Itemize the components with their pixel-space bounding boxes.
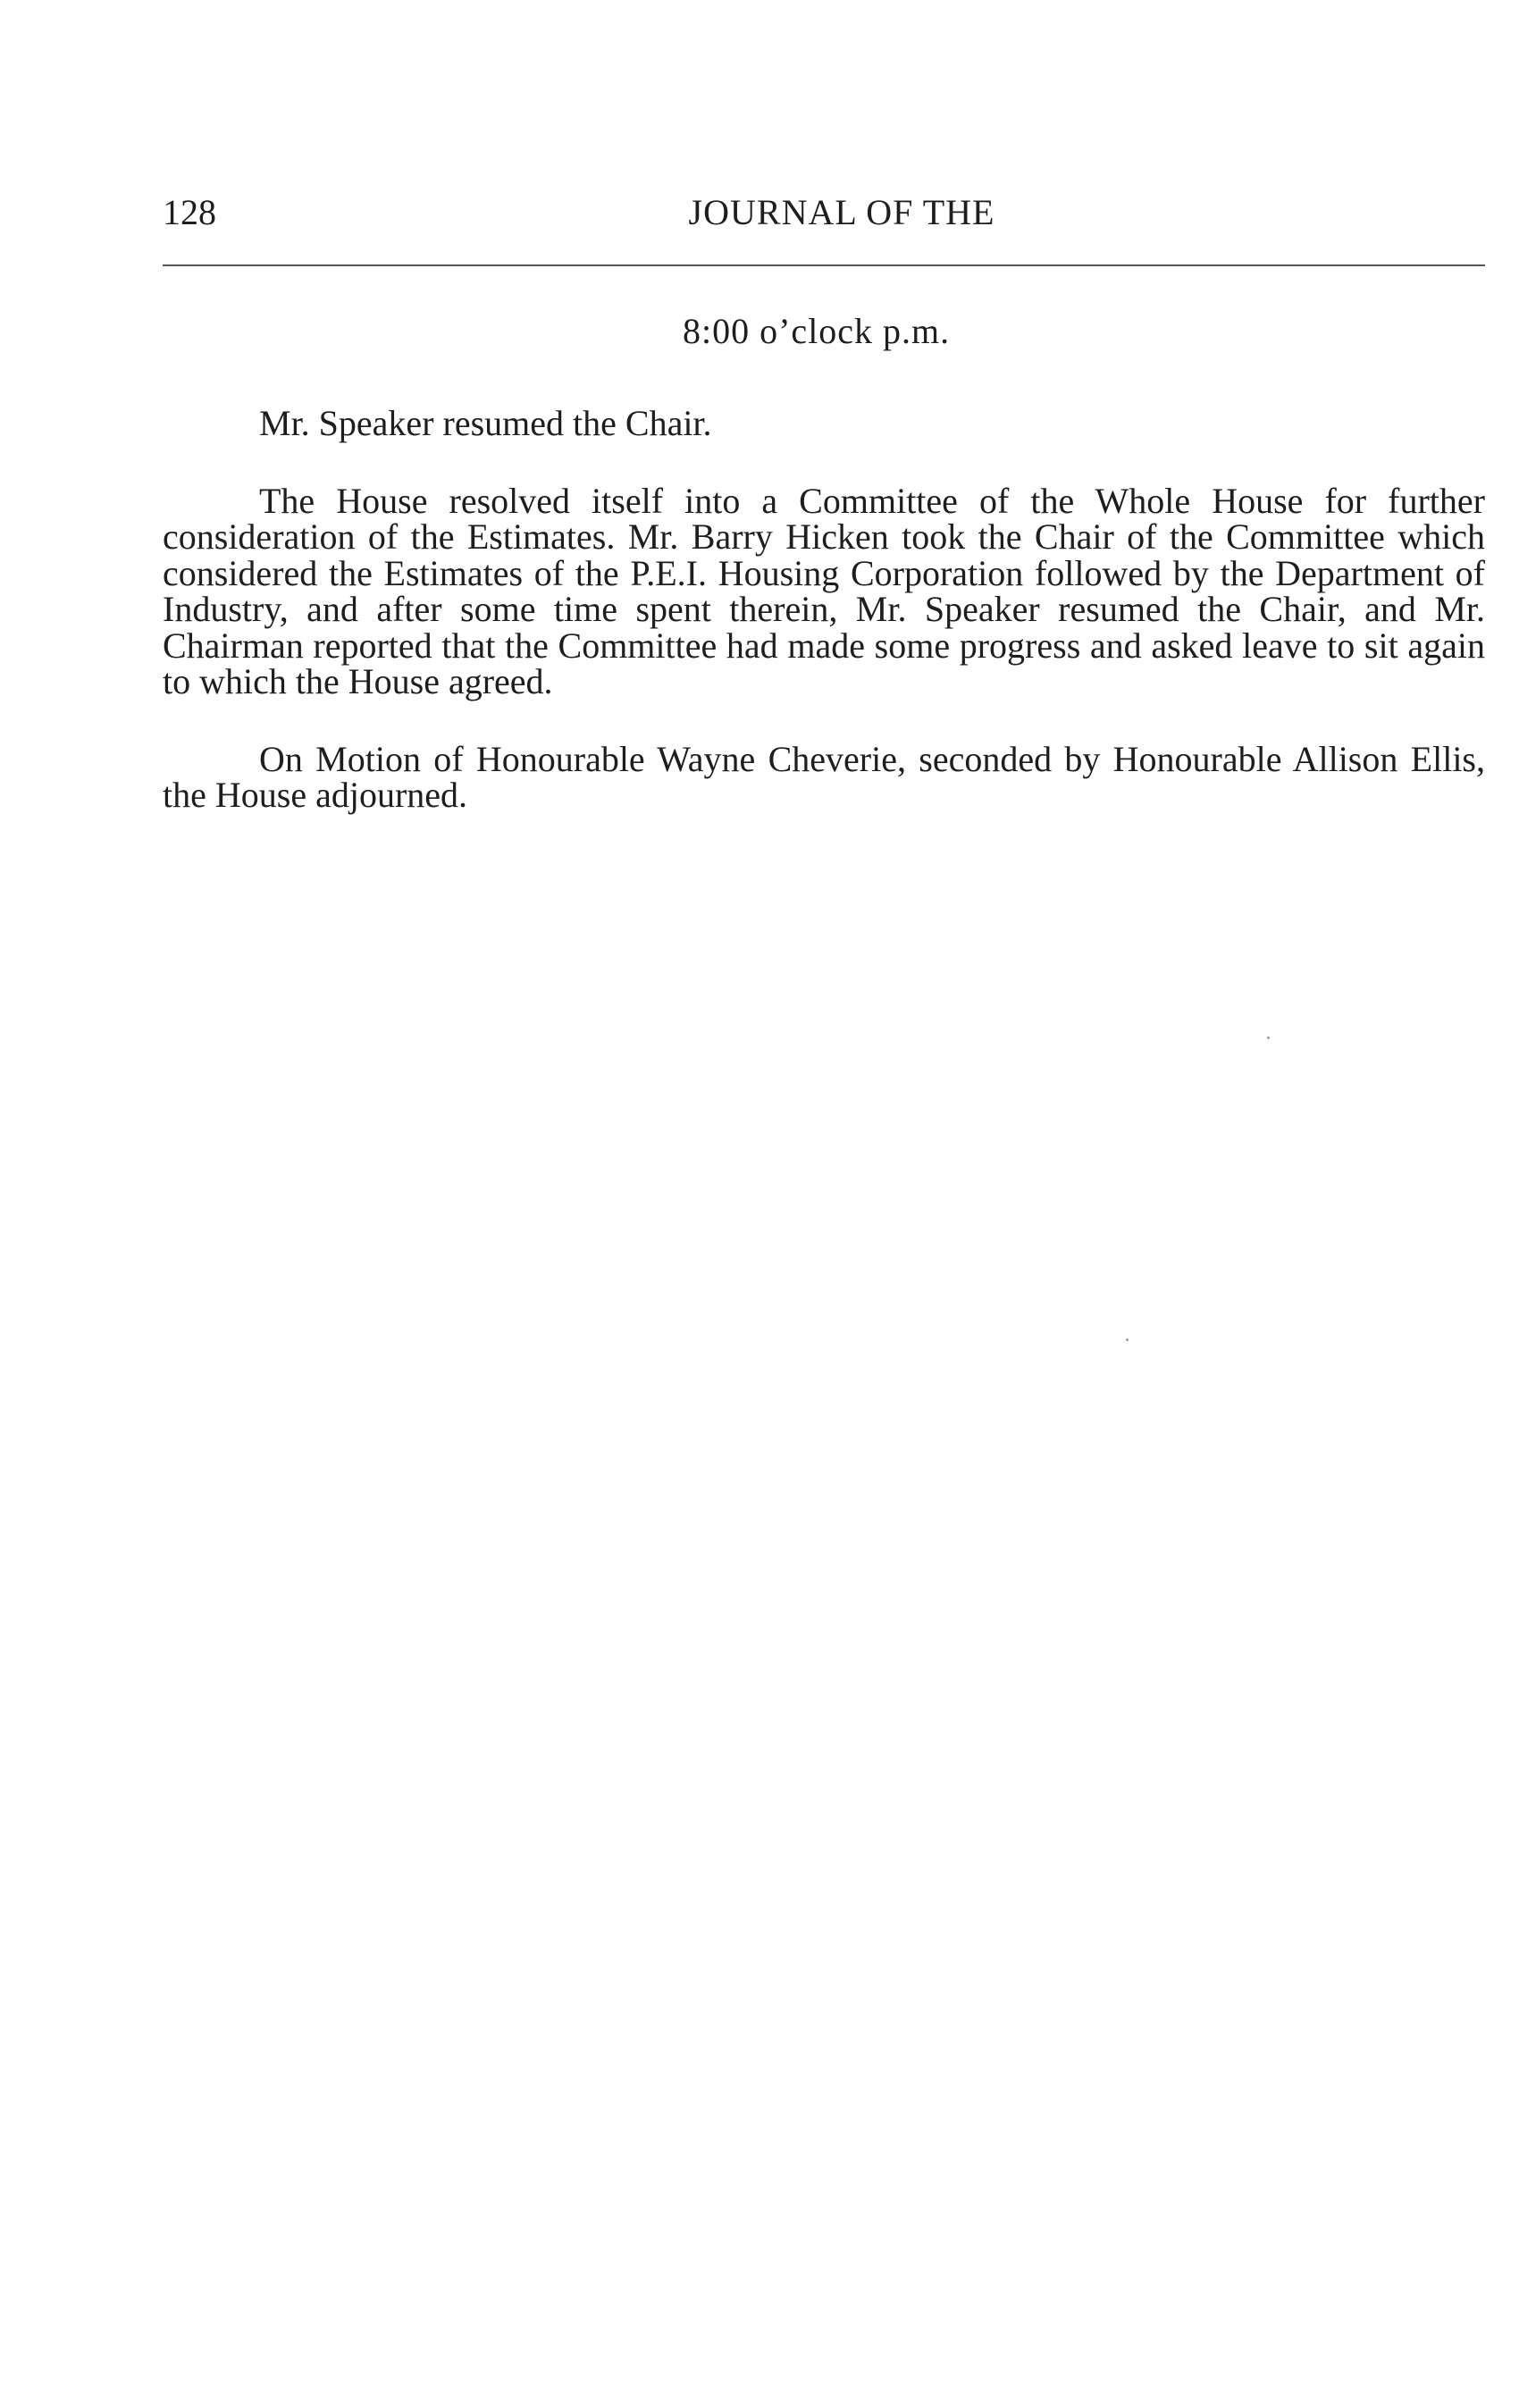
print-speck bbox=[1126, 1338, 1129, 1341]
running-head bbox=[163, 188, 1485, 238]
header-rule bbox=[163, 264, 1485, 266]
journal-title: JOURNAL OF THE bbox=[688, 192, 995, 232]
paragraph-adjournment-motion: On Motion of Honourable Wayne Cheverie, seconded by Honourable Allison Ellis, the House adjourned. bbox=[163, 738, 1485, 815]
paragraph-speaker-resumed: Mr. Speaker resumed the Chair. bbox=[259, 403, 712, 443]
journal-body bbox=[163, 304, 1485, 814]
page-number: 128 bbox=[163, 192, 216, 232]
print-speck bbox=[1267, 1036, 1270, 1039]
paragraph-committee-of-whole: The House resolved itself into a Committee of the Whole House for further consideration of the Estimates. Mr. Barry Hicken took the Chair of the Committee which considered the Estimates of the P.E.I. Housing Corporation followed by the Department of Industry, and after some time spent therein, Mr. Speaker resumed the Chair, and Mr. Chairman reported that the Committee had made some progress and asked leave to sit again to which the House agreed. bbox=[163, 480, 1485, 701]
sitting-time: 8:00 o’clock p.m. bbox=[683, 311, 951, 351]
